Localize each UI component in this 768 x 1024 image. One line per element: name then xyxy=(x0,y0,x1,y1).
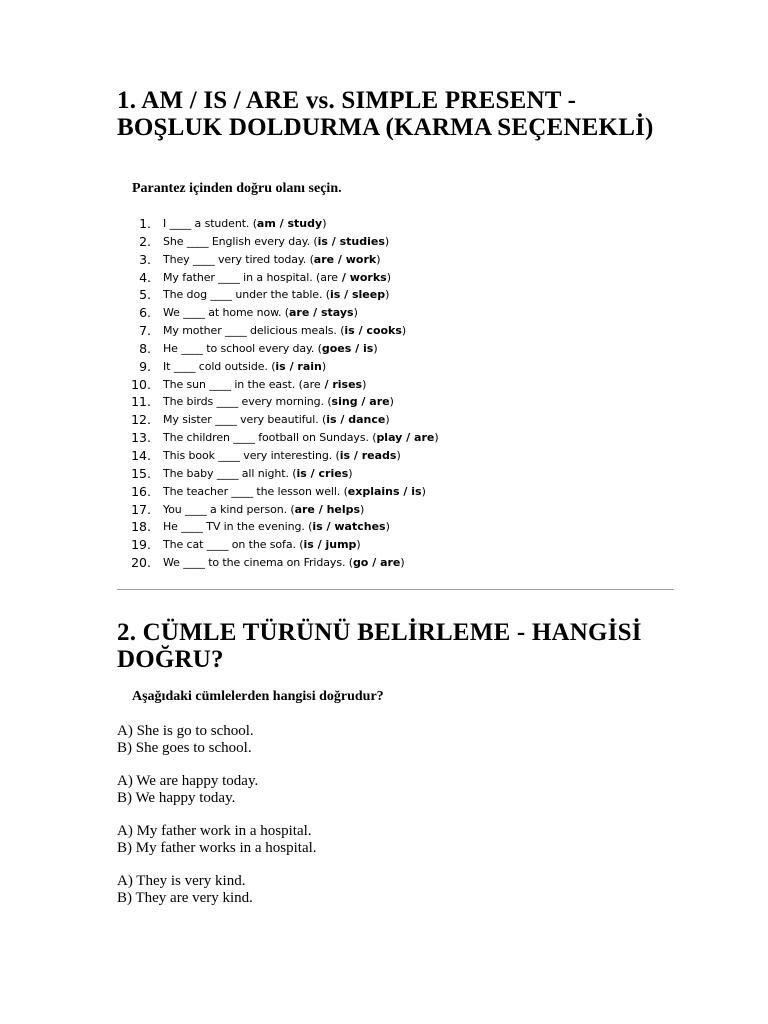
item-number: 8. xyxy=(139,340,151,356)
item-sentence: The children ____ football on Sundays. ( xyxy=(163,431,377,445)
item-text xyxy=(163,215,326,233)
option-two: are xyxy=(414,431,435,445)
option-separator: / xyxy=(313,538,326,552)
item-number: 18. xyxy=(131,519,151,535)
item-text xyxy=(163,518,390,536)
item-sentence: They ____ very tired today. ( xyxy=(163,252,314,266)
option-one: explains xyxy=(347,484,400,498)
option-two: are xyxy=(380,556,401,570)
option-separator: / xyxy=(314,502,327,516)
option-one: are xyxy=(302,377,321,391)
option-a: A) She is go to school. xyxy=(117,723,254,739)
option-two: cooks xyxy=(366,324,402,338)
option-one: play xyxy=(376,431,403,445)
item-text xyxy=(163,233,389,251)
list-item xyxy=(117,233,577,251)
item-text xyxy=(163,429,439,447)
list-item xyxy=(117,518,577,536)
item-number: 7. xyxy=(139,323,151,339)
closing-paren: ) xyxy=(384,234,390,248)
item-text xyxy=(163,554,405,572)
item-sentence: The sun ____ in the east. ( xyxy=(163,377,303,391)
item-number: 3. xyxy=(139,251,151,267)
option-two: cries xyxy=(318,466,349,480)
option-separator: / xyxy=(350,448,362,462)
closing-paren: ) xyxy=(353,306,358,320)
list-item xyxy=(117,501,577,519)
item-text xyxy=(163,340,378,358)
item-text xyxy=(163,501,364,519)
closing-paren: ) xyxy=(321,359,327,373)
item-text xyxy=(163,251,381,269)
option-one: am xyxy=(256,217,276,230)
closing-paren: ) xyxy=(386,270,392,284)
option-one: are xyxy=(294,502,315,516)
item-sentence: You ____ a kind person. ( xyxy=(163,502,295,516)
option-one: goes xyxy=(321,341,352,355)
list-item xyxy=(117,215,577,233)
item-sentence: My father ____ in a hospital. ( xyxy=(163,270,321,284)
item-number: 9. xyxy=(139,358,151,374)
option-b: B) We happy today. xyxy=(117,790,236,806)
item-text xyxy=(163,411,390,429)
option-separator: / xyxy=(354,324,367,338)
list-item xyxy=(117,286,577,304)
closing-paren: ) xyxy=(356,538,361,552)
section2-instruction: Aşağıdaki cümlelerden hangisi doğrudur? xyxy=(132,689,384,704)
list-item xyxy=(117,376,577,394)
option-a: A) My father work in a hospital. xyxy=(117,823,312,839)
item-sentence: We ____ at home now. ( xyxy=(163,306,289,320)
option-separator: / xyxy=(340,288,352,302)
item-sentence: This book ____ very interesting. ( xyxy=(163,448,340,462)
item-text xyxy=(163,376,366,394)
item-number: 5. xyxy=(139,287,151,303)
option-two: reads xyxy=(361,448,397,462)
option-two: is xyxy=(411,484,422,498)
list-item xyxy=(117,447,577,465)
closing-paren: ) xyxy=(401,324,407,338)
option-b: B) My father works in a hospital. xyxy=(117,840,317,856)
list-item xyxy=(117,322,577,340)
list-item xyxy=(117,340,577,358)
list-item xyxy=(117,269,577,287)
section1-title: 1. AM / IS / ARE vs. SIMPLE PRESENT - BOŞLUK DOLDURMA (KARMA SEÇENEKLİ) xyxy=(117,87,654,141)
section1-instruction: Parantez içinden doğru olanı seçin. xyxy=(132,181,342,196)
item-number: 6. xyxy=(139,305,151,321)
closing-paren: ) xyxy=(385,520,390,534)
list-item xyxy=(117,465,577,483)
closing-paren: ) xyxy=(348,466,353,480)
section-divider xyxy=(117,589,674,590)
list-item xyxy=(117,483,577,501)
item-number: 19. xyxy=(131,537,151,553)
item-sentence: It ____ cold outside. ( xyxy=(163,359,276,373)
option-one: are xyxy=(313,252,335,266)
section2-title: 2. CÜMLE TÜRÜNÜ BELİRLEME - HANGİSİ DOĞRU? xyxy=(117,619,642,673)
option-separator: / xyxy=(285,359,298,373)
closing-paren: ) xyxy=(385,413,390,427)
option-two: is xyxy=(363,341,374,355)
option-b: B) She goes to school. xyxy=(117,740,252,756)
closing-paren: ) xyxy=(360,502,365,516)
item-text xyxy=(163,269,391,287)
list-item xyxy=(117,251,577,269)
list-item xyxy=(117,536,577,554)
option-one: is xyxy=(329,288,341,302)
closing-paren: ) xyxy=(322,217,327,230)
item-text xyxy=(163,465,353,483)
item-text xyxy=(163,447,401,465)
item-text xyxy=(163,304,358,322)
item-sentence: My mother ____ delicious meals. ( xyxy=(163,324,345,338)
choice-pair xyxy=(117,873,517,907)
option-two: study xyxy=(287,217,323,230)
item-sentence: I ____ a student. ( xyxy=(163,217,257,230)
option-one: is xyxy=(344,324,355,338)
closing-paren: ) xyxy=(396,448,401,462)
item-text xyxy=(163,322,406,340)
option-two: dance xyxy=(348,413,386,427)
option-one: is xyxy=(317,234,328,248)
option-separator: / xyxy=(334,252,346,266)
option-one: is xyxy=(326,413,337,427)
option-two: jump xyxy=(325,538,357,552)
item-number: 10. xyxy=(131,376,151,392)
choice-pair xyxy=(117,773,517,807)
option-separator: / xyxy=(322,520,335,534)
option-two: works xyxy=(349,270,387,284)
item-number: 14. xyxy=(131,447,151,463)
option-a: A) We are happy today. xyxy=(117,773,259,789)
option-separator: / xyxy=(368,556,381,570)
option-two: work xyxy=(345,252,377,266)
fill-in-list xyxy=(117,215,577,572)
option-b: B) They are very kind. xyxy=(117,890,253,906)
option-separator: / xyxy=(357,395,370,409)
item-number: 15. xyxy=(131,465,151,481)
item-sentence: She ____ English every day. ( xyxy=(163,234,318,248)
option-one: is xyxy=(339,448,351,462)
item-number: 1. xyxy=(139,216,151,231)
item-sentence: The baby ____ all night. ( xyxy=(163,466,297,480)
option-two: rain xyxy=(297,359,322,373)
option-two: sleep xyxy=(351,288,386,302)
item-number: 13. xyxy=(131,430,151,446)
option-separator: / xyxy=(338,270,350,284)
choice-pair xyxy=(117,723,517,757)
item-text xyxy=(163,393,394,411)
item-sentence: The birds ____ every morning. ( xyxy=(163,395,332,409)
closing-paren: ) xyxy=(389,395,394,409)
item-number: 20. xyxy=(131,555,151,571)
item-number: 2. xyxy=(139,233,151,249)
list-item xyxy=(117,358,577,376)
option-one: are xyxy=(320,270,339,284)
list-item xyxy=(117,393,577,411)
option-separator: / xyxy=(275,217,288,230)
option-two: stays xyxy=(321,306,354,320)
closing-paren: ) xyxy=(376,252,381,266)
option-one: is xyxy=(312,520,323,534)
item-sentence: The teacher ____ the lesson well. ( xyxy=(163,484,348,498)
list-item xyxy=(117,411,577,429)
closing-paren: ) xyxy=(362,377,367,391)
option-one: is xyxy=(275,359,286,373)
closing-paren: ) xyxy=(385,288,390,302)
option-two: helps xyxy=(326,502,361,516)
option-separator: / xyxy=(402,431,415,445)
option-separator: / xyxy=(336,413,349,427)
option-two: rises xyxy=(332,377,363,391)
option-two: are xyxy=(369,395,390,409)
item-number: 17. xyxy=(131,501,151,517)
item-sentence: He ____ TV in the evening. ( xyxy=(163,520,313,534)
option-separator: / xyxy=(327,234,340,248)
item-text xyxy=(163,536,361,554)
choice-pairs xyxy=(117,723,517,923)
closing-paren: ) xyxy=(421,484,426,498)
option-one: is xyxy=(296,466,307,480)
item-sentence: The cat ____ on the sofa. ( xyxy=(163,538,304,552)
item-number: 4. xyxy=(139,269,151,285)
closing-paren: ) xyxy=(400,556,405,570)
option-two: watches xyxy=(334,520,386,534)
item-number: 16. xyxy=(131,483,151,499)
option-two: studies xyxy=(339,234,385,248)
item-text xyxy=(163,358,326,376)
option-separator: / xyxy=(399,484,412,498)
item-sentence: We ____ to the cinema on Fridays. ( xyxy=(163,556,353,570)
list-item xyxy=(117,429,577,447)
item-number: 12. xyxy=(131,412,151,428)
option-separator: / xyxy=(309,306,321,320)
item-text xyxy=(163,483,426,501)
choice-pair xyxy=(117,823,517,857)
option-separator: / xyxy=(351,341,363,355)
option-one: sing xyxy=(331,395,358,409)
option-one: are xyxy=(289,306,310,320)
item-sentence: The dog ____ under the table. ( xyxy=(163,288,330,302)
option-one: go xyxy=(352,556,369,570)
option-a: A) They is very kind. xyxy=(117,873,246,889)
item-sentence: He ____ to school every day. ( xyxy=(163,341,322,355)
list-item xyxy=(117,304,577,322)
option-separator: / xyxy=(320,377,333,391)
item-sentence: My sister ____ very beautiful. ( xyxy=(163,413,327,427)
item-text xyxy=(163,286,389,304)
list-item xyxy=(117,554,577,572)
item-number: 11. xyxy=(131,394,151,410)
closing-paren: ) xyxy=(373,341,378,355)
option-one: is xyxy=(303,538,314,552)
closing-paren: ) xyxy=(434,431,439,445)
option-separator: / xyxy=(306,466,319,480)
